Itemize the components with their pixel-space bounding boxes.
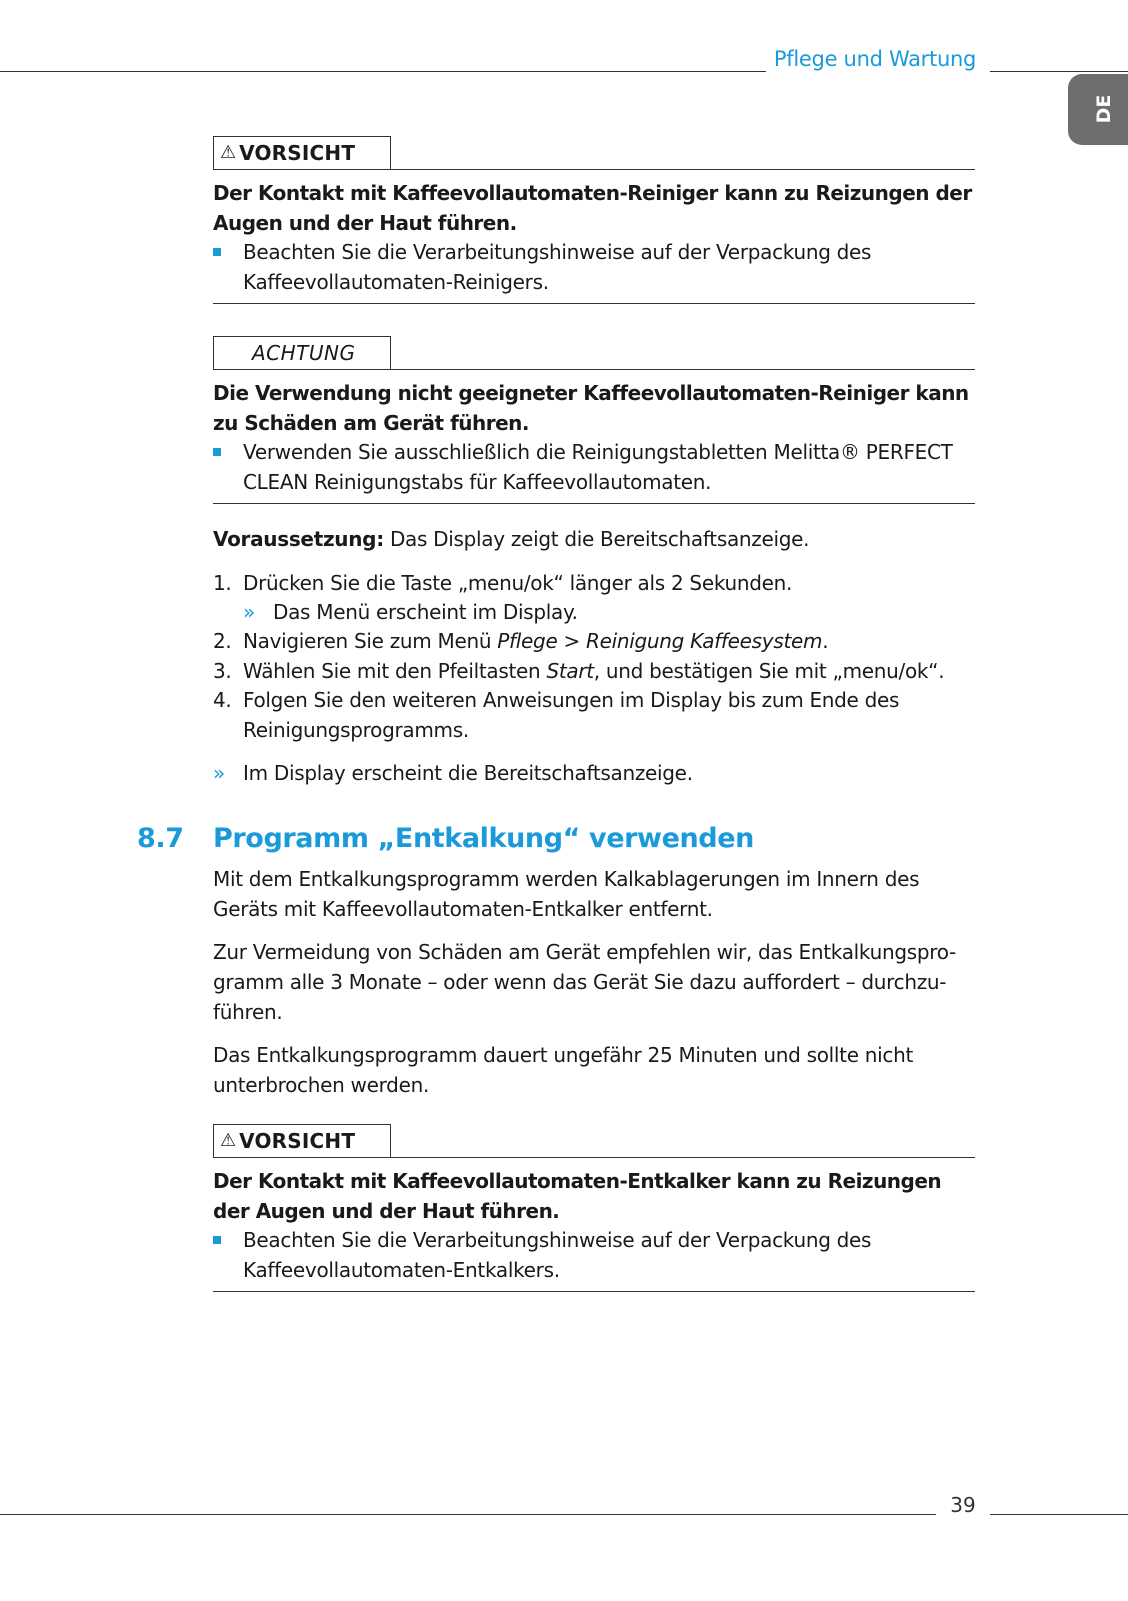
warning-bottom-rule [213,303,975,304]
caution-heading: Die Verwendung nicht geeigneter Kaffeevollautomaten-Reiniger kann zu Schäden am Gerät führen. [213,381,969,435]
bullet-square-icon [213,248,221,256]
caution-bullet-text: Verwenden Sie ausschließlich die Reinigungstabletten Melitta® PERFECT CLEAN Reinigungstabs für Kaffeevollautomaten. [243,440,953,494]
step-number: 1. [213,571,232,595]
page-number: 39 [950,1493,976,1517]
warning-bullet-text: Beachten Sie die Verarbeitungshinweise auf der Verpackung des Kaffeevollautomaten-Entkalkers. [243,1228,872,1282]
step-text: Wählen Sie mit den Pfeiltasten Start, und bestätigen Sie mit „menu/ok“. [243,659,945,683]
step-text: Drücken Sie die Taste „menu/ok“ länger als 2 Sekunden. [243,571,793,595]
step-1 [213,568,977,598]
caution-bullet [213,437,977,497]
prerequisite-label: Voraussetzung: [213,527,384,551]
warning-bullet-text: Beachten Sie die Verarbeitungshinweise auf der Verpackung des Kaffeevollautomaten-Reinigers. [243,240,872,294]
section-paragraph-2: Zur Vermeidung von Schäden am Gerät empfehlen wir, das Entkalkungspro- gramm alle 3 Monate – oder wenn das Gerät Sie dazu auffordert – durchzu- führen. [213,940,956,1024]
step-text: Navigieren Sie zum Menü Pflege > Reinigung Kaffeesystem. [243,629,829,653]
caution-label-box [213,336,391,370]
warning-triangle-icon: ⚠ [220,1130,237,1151]
warning-bullet [213,237,977,297]
section-paragraph-1: Mit dem Entkalkungsprogramm werden Kalkablagerungen im Innern des Geräts mit Kaffeevollautomaten-Entkalker entfernt. [213,867,920,921]
section-paragraph-3: Das Entkalkungsprogramm dauert ungefähr 25 Minuten und sollte nicht unterbrochen werden. [213,1043,914,1097]
caution-label: ACHTUNG [252,341,356,365]
prerequisite-text: Das Display zeigt die Bereitschaftsanzeige. [383,527,810,551]
bullet-square-icon [213,448,221,456]
final-result-text: Im Display erscheint die Bereitschaftsanzeige. [243,761,693,785]
step-number: 2. [213,629,232,653]
warning-triangle-icon: ⚠ [220,142,237,163]
footer-rule-left [0,1514,936,1515]
result-arrow-icon: » [213,761,225,785]
step-2 [213,626,977,656]
section-number: 8.7 [137,823,184,854]
warning-top-rule [213,1157,975,1158]
caution-top-rule [213,369,975,370]
section-title: Programm „Entkalkung“ verwenden [213,823,754,854]
warning-heading: Der Kontakt mit Kaffeevollautomaten-Reiniger kann zu Reizungen der Augen und der Haut führen. [213,181,972,235]
step-1-result [243,597,977,627]
header-rule-right [990,71,1128,72]
warning-heading: Der Kontakt mit Kaffeevollautomaten-Entkalker kann zu Reizungen der Augen und der Haut führen. [213,1169,942,1223]
header-title: Pflege und Wartung [773,47,976,71]
step-number: 4. [213,688,232,712]
language-tab [1068,74,1128,145]
step-3 [213,656,977,686]
warning-bottom-rule [213,1291,975,1292]
step-4 [213,685,977,745]
footer-rule-right [990,1514,1128,1515]
warning-label-box [213,1124,391,1158]
step-number: 3. [213,659,232,683]
step-result-text: Das Menü erscheint im Display. [273,600,578,624]
caution-bottom-rule [213,503,975,504]
step-text: Folgen Sie den weiteren Anweisungen im Display bis zum Ende des Reinigungsprogramms. [243,688,900,742]
warning-label: VORSICHT [239,141,356,165]
final-result [213,758,977,788]
bullet-square-icon [213,1236,221,1244]
warning-bullet [213,1225,977,1285]
language-tab-label: DE [1093,94,1115,124]
result-arrow-icon: » [243,600,255,624]
warning-label: VORSICHT [239,1129,356,1153]
header-rule-left [0,71,766,72]
warning-label-box [213,136,391,170]
prerequisite [213,524,977,554]
warning-top-rule [213,169,975,170]
